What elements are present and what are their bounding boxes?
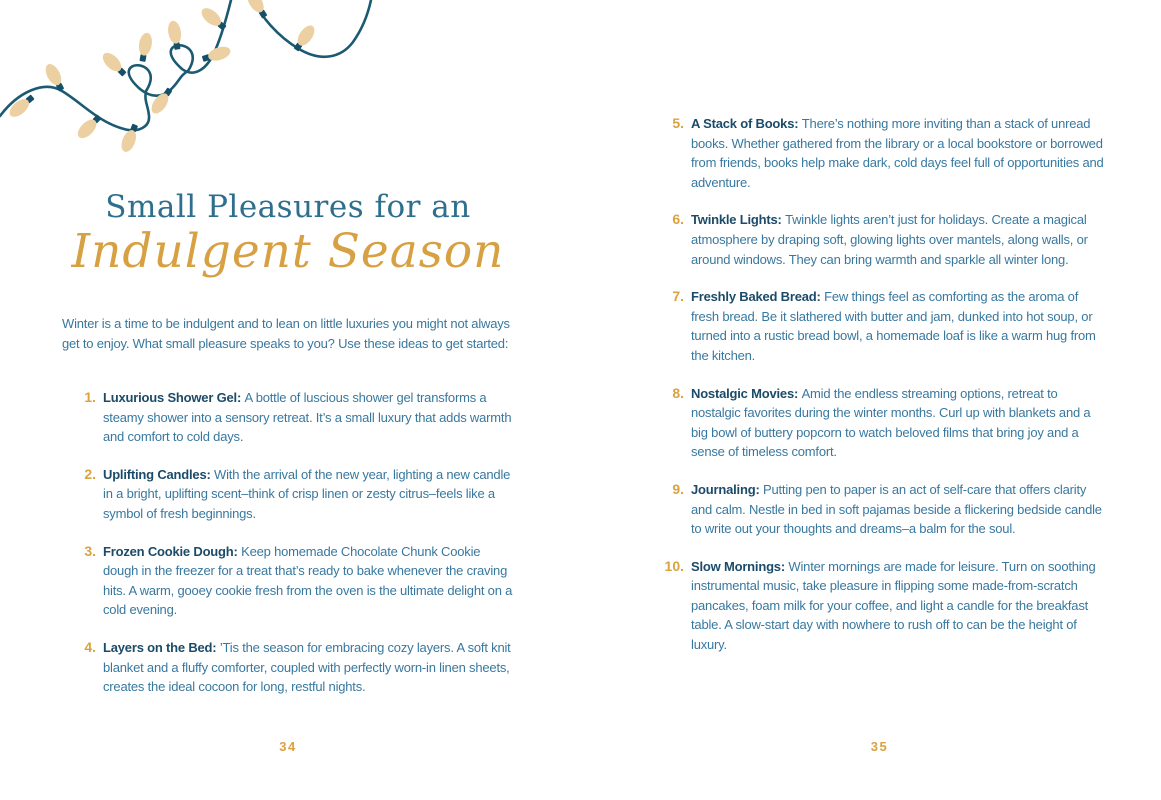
list-item-label: Layers on the Bed: xyxy=(103,639,217,655)
list-item-label: Slow Mornings: xyxy=(691,558,785,574)
list-item-text xyxy=(103,542,514,620)
list-item-number: 9. xyxy=(672,480,684,497)
list-item xyxy=(655,480,1104,539)
page-number-left: 34 xyxy=(279,739,297,754)
list-item xyxy=(62,388,514,447)
list-item-number: 7. xyxy=(672,288,684,305)
list-item-text xyxy=(691,287,1104,365)
list-item-number: 1. xyxy=(84,389,96,405)
list-item xyxy=(655,114,1104,192)
pleasures-list-left xyxy=(62,388,514,715)
list-item-number: 8. xyxy=(672,384,684,401)
list-item-number: 5. xyxy=(672,115,684,131)
right-page xyxy=(655,0,1104,800)
list-item-body: Few things feel as comforting as the aroma of fresh bread. Be it slathered with butter and jam, dunked into hot soup, or turned into a rustic bread bowl, a homemade loaf is like a warm hug from the kitchen. xyxy=(691,289,1096,363)
list-item-number: 10. xyxy=(664,557,684,574)
page-title-line2: Indulgent Season xyxy=(71,224,505,279)
list-item-text xyxy=(103,465,514,524)
list-item-label: A Stack of Books: xyxy=(691,116,799,131)
list-item-body: Twinkle lights aren’t just for holidays. Create a magical atmosphere by draping soft, glowing lights over mantels, along walls, or around windows. They can bring warmth and sparkle all winter long. xyxy=(691,212,1088,267)
list-item-number: 6. xyxy=(672,211,684,228)
list-item xyxy=(655,384,1104,462)
left-page xyxy=(62,0,514,800)
list-item xyxy=(62,465,514,524)
page-title-line1: Small Pleasures for an xyxy=(105,189,471,225)
list-item-body: Amid the endless streaming options, retreat to nostalgic favorites during the winter months. Curl up with blankets and a big bowl of buttery popcorn to watch beloved films that bring joy and a sense of timeless comfort. xyxy=(691,385,1091,460)
list-item xyxy=(62,542,514,620)
list-item-label: Frozen Cookie Dough: xyxy=(103,543,238,559)
list-item-text xyxy=(103,388,514,447)
list-item-label: Uplifting Candles: xyxy=(103,466,211,482)
list-item-text xyxy=(691,114,1104,192)
list-item-text xyxy=(691,480,1104,539)
list-item xyxy=(655,210,1104,269)
intro-paragraph: Winter is a time to be indulgent and to lean on little luxuries you might not always get to enjoy. What small pleasure speaks to you? Use these ideas to get started: xyxy=(62,316,510,351)
list-item-label: Nostalgic Movies: xyxy=(691,385,799,401)
list-item-text xyxy=(103,638,514,697)
list-item-number: 2. xyxy=(84,465,96,482)
list-item-body: Putting pen to paper is an act of self-care that offers clarity and calm. Nestle in bed in soft pajamas beside a flickering bedside candle to write out your thoughts and dreams–a balm for the soul. xyxy=(691,481,1102,537)
list-item-body: A bottle of luscious shower gel transforms a steamy shower into a sensory retreat. It’s a small luxury that adds warmth and comfort to cold days. xyxy=(103,390,512,445)
list-item-body: ’Tis the season for embracing cozy layers. A soft knit blanket and a fluffy comforter, coupled with perfectly worn-in linen sheets, creates the ideal cocoon for long, restful nights. xyxy=(103,639,511,695)
list-item xyxy=(655,557,1104,655)
list-item-body: Keep homemade Chocolate Chunk Cookie dough in the freezer for a treat that’s ready to bake whenever the craving hits. A warm, gooey cookie fresh from the oven is the ultimate delight on a cold evening. xyxy=(103,543,513,618)
list-item-label: Twinkle Lights: xyxy=(691,212,782,228)
list-item-label: Freshly Baked Bread: xyxy=(691,289,821,305)
list-item-label: Journaling: xyxy=(691,481,760,497)
list-item-text xyxy=(691,384,1104,462)
list-item-number: 4. xyxy=(84,638,96,655)
list-item-label: Luxurious Shower Gel: xyxy=(103,390,242,405)
list-item-body: There’s nothing more inviting than a stack of unread books. Whether gathered from the library or a local bookstore or borrowed from friends, books help make dark, cold days feel full of opportunities and adventure. xyxy=(691,116,1104,190)
list-item-body: With the arrival of the new year, lighting a new candle in a bright, uplifting scent–think of crisp linen or zesty citrus–feels like a symbol of fresh beginnings. xyxy=(103,466,511,521)
page-number-right: 35 xyxy=(870,739,889,754)
list-item xyxy=(655,287,1104,365)
list-item-body: Winter mornings are made for leisure. Turn on soothing instrumental music, take pleasure in flipping some made-from-scratch pancakes, foam milk for your coffee, and light a candle for the breakfast table. A slow-start day with nowhere to rush off to can be the height of luxury. xyxy=(691,558,1096,653)
list-item-text xyxy=(691,210,1104,269)
list-item-number: 3. xyxy=(84,542,96,559)
pleasures-list-right xyxy=(655,114,1104,673)
list-item xyxy=(62,638,514,697)
list-item-text xyxy=(691,557,1104,655)
